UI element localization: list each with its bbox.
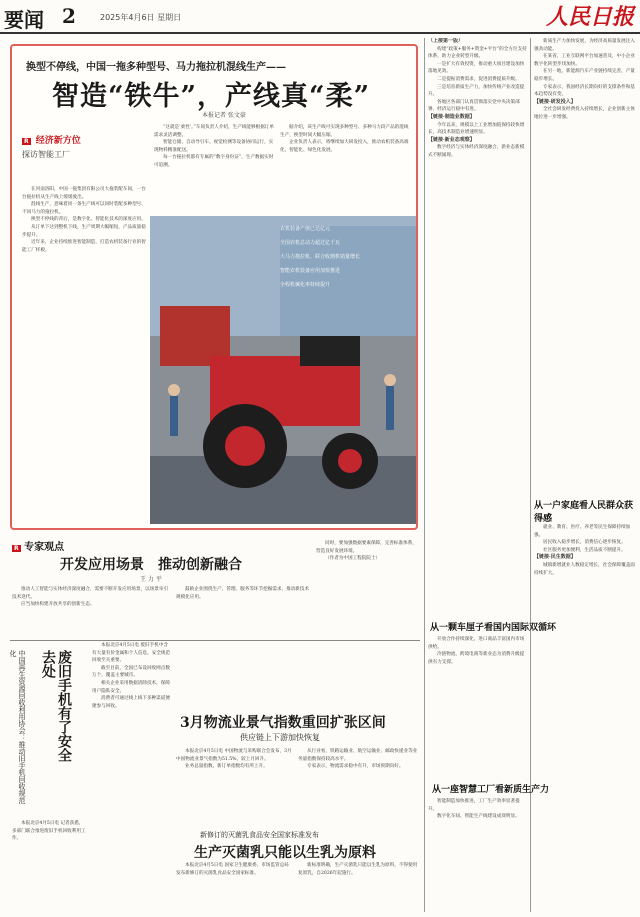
cherry-headline[interactable]: 从一颗车厘子看国内国际双循环 bbox=[430, 623, 557, 633]
paragraph: 鼓励企业围绕生产、管理、服务等环节挖掘需求，推动新技术规模化应用。 bbox=[176, 587, 310, 600]
lead-body-col-a bbox=[22, 186, 148, 526]
paragraph: 城镇新增就业人数稳定增长，社会保障覆盖面持续扩大。 bbox=[534, 562, 635, 576]
paragraph: 每一台拖拉机都有专属的“数字身份证”，生产数据实时可追溯。 bbox=[154, 155, 274, 168]
household-body bbox=[534, 524, 636, 912]
vertical-body-col-2 bbox=[92, 642, 172, 912]
paragraph: 专家表示，物流需求稳中有升，市场预期向好。 bbox=[307, 764, 404, 770]
lead-article[interactable] bbox=[10, 44, 418, 530]
opinion-body-col-2 bbox=[176, 586, 312, 630]
opinion-body-col-1 bbox=[12, 586, 172, 630]
paragraph: 二是提振消费需求，促进消费提质升级。 bbox=[437, 76, 520, 82]
link-heading: 【链接·制造业数据】 bbox=[428, 113, 475, 120]
divider bbox=[10, 640, 420, 641]
paragraph: 一是扩大有效投资，推动重大项目建设加快落地见效。 bbox=[428, 61, 525, 75]
stat-line: 全国农机总动力超过亿千瓦 bbox=[280, 240, 341, 246]
paragraph: 社区服务更加便利，生活品质不断提升。 bbox=[543, 547, 626, 553]
paragraph: 就业、教育、医疗、养老等民生保障持续加强。 bbox=[534, 525, 631, 538]
logistics-body-col-2 bbox=[298, 748, 418, 824]
opinion-tag: R bbox=[14, 545, 19, 552]
newspaper-logo: 人民日报 bbox=[545, 4, 634, 30]
column-divider bbox=[424, 38, 425, 912]
lead-body-col-c bbox=[280, 124, 412, 214]
paragraph: （作者为中国工程院院士） bbox=[325, 556, 381, 562]
continued-note: （上接第一版） bbox=[428, 38, 464, 44]
paragraph: 本报北京4月5日电 记者获悉，多部门联合推进废旧手机回收利用工作。 bbox=[12, 821, 86, 842]
opinion-headline[interactable]: 开发应用场景 推动创新融合 bbox=[60, 557, 242, 573]
lead-headline: 智造“铁牛”，产线真“柔” bbox=[52, 81, 371, 112]
column-label bbox=[22, 128, 148, 160]
milk-kicker: 新修订的灭菌乳食品安全国家标准发布 bbox=[200, 831, 319, 839]
stat-line: 大马力拖拉机、联合收割机销量增长 bbox=[280, 254, 361, 260]
paragraph: 相关企业采用数据清除技术，保障用户隐私安全。 bbox=[92, 680, 170, 694]
opinion-byline: 王 力 平 bbox=[140, 576, 162, 583]
paragraph: 企业负责人表示，将继续加大研发投入，推动农机装备高端化、智能化、绿色化发展。 bbox=[280, 140, 409, 153]
lead-kicker: 换型不停线，中国一拖多种型号、马力拖拉机混线生产—— bbox=[26, 62, 286, 73]
paragraph: 在某省，工业互联网平台加速普及，中小企业数字化转型步伐加快。 bbox=[534, 54, 635, 67]
paragraph: 数字经济与实体经济深度融合，新业态新模式不断涌现。 bbox=[428, 145, 525, 158]
vertical-body-col-1 bbox=[12, 820, 86, 912]
milk-body-col-1 bbox=[176, 862, 292, 914]
link-heading: 【链接·研发投入】 bbox=[534, 98, 576, 105]
paragraph: 本报北京4月5日电 中国物流与采购联合会发布，3月中国物流业景气指数为51.5%，较上月回升。 bbox=[176, 749, 292, 762]
paragraph: 据介绍，该生产线可实现多种型号、多种马力段产品的混线生产，换型时间大幅压缩。 bbox=[280, 125, 409, 138]
paragraph: 构建“政策+服务+资金+平台”的全方位支持体系，助力企业转型升级。 bbox=[428, 46, 527, 60]
paragraph: 本报北京4月5日电 废旧手机中含有大量有价金属和个人信息，安全规范回收至关重要。 bbox=[92, 643, 171, 664]
opinion-label: 专家观点 bbox=[24, 542, 65, 553]
column-subtitle: 探访智能工厂 bbox=[22, 150, 70, 159]
column-tag: R bbox=[24, 138, 29, 145]
milk-body-col-2 bbox=[298, 862, 418, 914]
paragraph: 智能制造加快推进，工厂生产效率显著提升。 bbox=[428, 799, 520, 812]
issue-date: 2025年4月6日 星期日 bbox=[100, 13, 182, 22]
paragraph: 本报北京4月5日电 国家卫生健康委、市场监管总局发布新修订的灭菌乳食品安全国家标准。 bbox=[176, 863, 289, 876]
paragraph: “这就是‘柔性’。”车间负责人介绍，生产线能够根据订单需求灵活调整。 bbox=[154, 125, 274, 138]
paragraph: 混线生产，意味着同一条生产线可以同时装配多种型号、不同马力的拖拉机。 bbox=[22, 202, 146, 215]
page-number: 2 bbox=[62, 4, 76, 28]
logistics-body-col-1 bbox=[176, 748, 292, 824]
paragraph: 数字化车间、智能生产线建设成效明显。 bbox=[437, 814, 520, 820]
section-title: 要闻 bbox=[4, 8, 44, 32]
paragraph: 在河南洛阳，中国一拖集团有限公司大拖装配车间，一台台拖拉机从生产线上缓缓驶出。 bbox=[22, 187, 146, 200]
paragraph: 各地区各部门认真贯彻落实党中央决策部署，经济运行稳中有进。 bbox=[428, 99, 520, 113]
paragraph: 消费者可通过线上线下多种渠道便捷参与回收。 bbox=[92, 696, 170, 709]
paragraph: 在另一地，新能源汽车产业链持续完善，产量稳步增长。 bbox=[534, 69, 635, 82]
paragraph: 新质生产力加快发展，为经济高质量发展注入强劲动能。 bbox=[534, 39, 635, 52]
opinion-header bbox=[12, 538, 64, 553]
right-body-col-2 bbox=[534, 38, 636, 492]
paragraph: 居民收入稳步增长，消费信心逐步恢复。 bbox=[543, 540, 626, 546]
column-divider bbox=[530, 38, 531, 912]
paragraph: 从订单下达到整机下线，生产周期大幅缩短，产品质量稳步提升。 bbox=[22, 224, 146, 238]
paragraph: 近年来，企业持续推进智能制造，打造农机装备行业的智能工厂样板。 bbox=[22, 240, 146, 253]
paragraph: 全社会研发经费投入持续增长，企业创新主体地位进一步增强。 bbox=[534, 107, 635, 120]
paragraph: 今年以来，规模以上工业增加值保持较快增长，高技术制造业增速明显。 bbox=[428, 122, 525, 136]
lead-byline: 本报记者 张文豪 bbox=[202, 112, 246, 119]
paragraph: 推动人工智能与实体经济深度融合，需要不断开发应用场景，以场景牵引技术迭代。 bbox=[12, 587, 169, 600]
paragraph: 从行业看，铁路运输业、航空运输业、邮政快递业等业务量指数保持较高水平。 bbox=[298, 749, 418, 762]
logistics-subheadline: 供应链上下游加快恢复 bbox=[240, 733, 320, 742]
paragraph: 业务总量指数、新订单指数均有所上升。 bbox=[185, 764, 268, 770]
cherry-body bbox=[428, 636, 528, 776]
paragraph: 新标准明确，生产灭菌乳只能以生乳为原料，不得使用复原乳，自2026年起施行。 bbox=[298, 863, 418, 876]
paragraph: 智能仓储、自动导引车、视觉检测等设备协同运行，实现物料精准配送。 bbox=[154, 140, 274, 153]
link-heading: 【链接·新业态观察】 bbox=[428, 136, 475, 143]
milk-headline[interactable]: 生产灭菌乳只能以生乳为原料 bbox=[194, 845, 376, 861]
right-body-col-1 bbox=[428, 38, 528, 616]
paragraph: 开放合作持续深化，进口商品丰富国内市场供给。 bbox=[428, 637, 525, 650]
logistics-headline[interactable]: 3月物流业景气指数重回扩张区间 bbox=[180, 715, 386, 731]
opinion-body-col-3 bbox=[316, 540, 420, 666]
paragraph: 三是培育新质生产力，加快传统产业改造提升。 bbox=[428, 84, 525, 98]
column-name: 经济新方位 bbox=[35, 136, 81, 146]
paragraph: 冷链物流、跨境电商等新业态为消费升级提供有力支撑。 bbox=[428, 652, 525, 665]
stat-panel bbox=[280, 222, 410, 292]
stat-line: 全程机械化率持续提升 bbox=[280, 282, 331, 288]
vertical-kicker: 中国再生资源回收利用协会：推动旧手机回收规范化 bbox=[9, 650, 26, 804]
smart-factory-body bbox=[428, 798, 528, 912]
paragraph: 截至目前，全国已布设回收网点数万个，覆盖主要城市。 bbox=[92, 665, 170, 679]
paragraph: 专家表示，我国经济长期向好的支撑条件和基本趋势没有变。 bbox=[534, 84, 635, 98]
household-headline[interactable]: 从一户家庭看人民群众获得感 bbox=[534, 501, 634, 524]
paragraph: 同时，要加强数据要素保障，完善标准体系，营造良好发展环境。 bbox=[316, 541, 417, 554]
stat-line: 智能农机装备应用加快推进 bbox=[280, 268, 341, 274]
vertical-headline[interactable]: 废旧手机有了安全去处 bbox=[40, 650, 72, 762]
paragraph: 换型不停线的背后，是数字化、智能化技术的深度应用。 bbox=[31, 217, 146, 223]
smart-factory-headline[interactable]: 从一座智慧工厂看新质生产力 bbox=[432, 785, 550, 795]
link-heading: 【链接·民生数据】 bbox=[534, 554, 576, 561]
paragraph: 应当加快构建开放共享的创新生态。 bbox=[21, 602, 95, 608]
stat-line: 农机装备产值已达亿元 bbox=[280, 226, 331, 232]
masthead bbox=[0, 0, 640, 34]
